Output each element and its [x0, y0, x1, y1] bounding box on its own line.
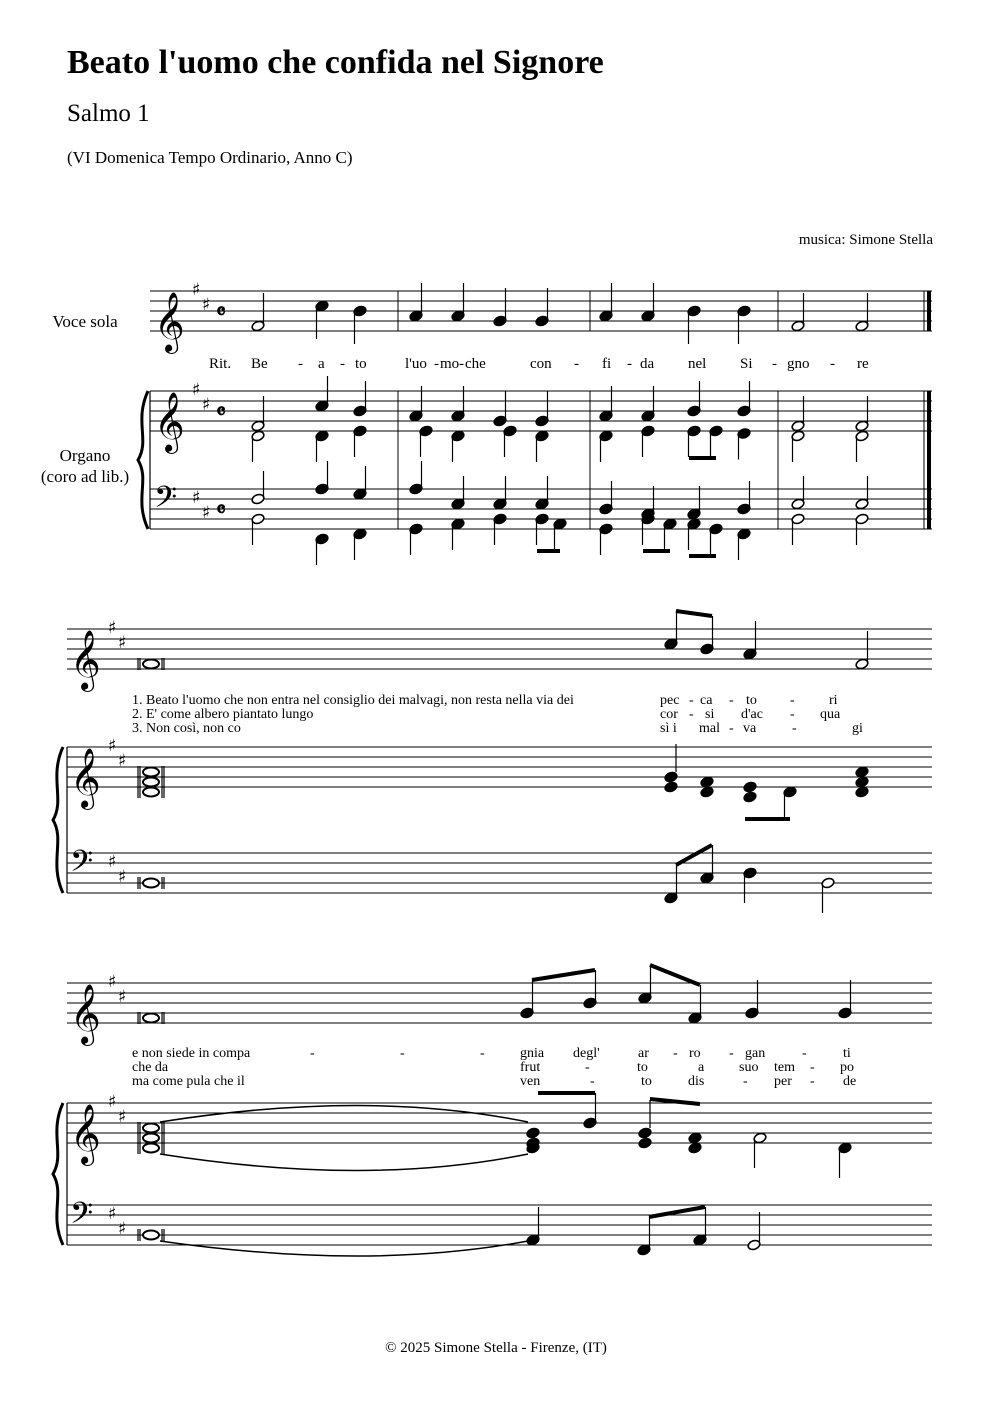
note-head [638, 1137, 652, 1149]
lyric-syllable: ar [638, 1046, 649, 1061]
lyric-hyphen: - [790, 693, 795, 708]
lyric-syllable: to [637, 1060, 648, 1075]
note-head [855, 766, 869, 778]
sharp-sign: ♯ [108, 1092, 117, 1112]
lyric-syllable: d'ac [741, 707, 763, 722]
lyric-syllable: ri [829, 693, 838, 708]
note-beam [532, 970, 595, 980]
verse-3-line: ma come pula che il [132, 1074, 245, 1089]
organ-brace [53, 747, 63, 893]
lyric-hyphen: - [340, 356, 345, 372]
lyric-syllable: ti [843, 1046, 851, 1061]
organ-label-line2: (coro ad lib.) [40, 467, 130, 486]
breve-note [143, 1231, 159, 1240]
note-head [700, 786, 714, 798]
lyric-hyphen: - [574, 356, 579, 372]
lyric-syllable: degl' [573, 1046, 600, 1061]
lyric-syllable: nel [688, 356, 707, 372]
lyric-syllable: gno [787, 356, 810, 372]
lyric-syllable: Si [740, 356, 753, 372]
organ-brace [53, 1103, 63, 1245]
lyric-hyphen: - [743, 1074, 748, 1089]
breve-note [143, 1144, 159, 1153]
lyric-syllable: to [641, 1074, 652, 1089]
lyric-hyphen: - [310, 1046, 315, 1061]
treble-clef: 𝄞 [154, 292, 185, 352]
note-beam [676, 611, 712, 616]
lyric-hyphen: - [792, 721, 797, 736]
breve-note [143, 660, 159, 669]
lyric-syllable: da [640, 356, 655, 372]
lyric-syllable: Be [251, 356, 268, 372]
verse-2-line: 2. E' come albero piantato lungo [132, 707, 314, 722]
note-heads [138, 283, 869, 1256]
verse-lyrics-system-3 [132, 1046, 856, 1089]
lyric-syllable: gan [745, 1046, 766, 1061]
sharp-sign: ♯ [202, 503, 211, 523]
lyric-hyphen: - [810, 1074, 815, 1089]
lyric-syllable: gi [852, 721, 863, 736]
lyric-hyphen: - [590, 1074, 595, 1089]
note-beam [650, 965, 700, 985]
tie [160, 1241, 528, 1256]
verse-3-line: 3. Non così, non co [132, 721, 241, 736]
lyric-syllable: to [746, 693, 757, 708]
note-head [700, 776, 714, 788]
breve-note [143, 1124, 159, 1133]
note-head [688, 1132, 702, 1144]
lyric-syllable: si [705, 707, 715, 722]
sharp-sign: ♯ [108, 972, 117, 992]
lyric-hyphen: - [802, 1046, 807, 1061]
note-head [526, 1127, 540, 1139]
lyric-syllable: Rit. [209, 356, 232, 372]
composer-credit: musica: Simone Stella [798, 232, 933, 248]
common-time: 𝄴 [216, 299, 226, 325]
lyric-syllable: l'uo [405, 356, 427, 372]
sharp-sign: ♯ [108, 736, 117, 756]
sharp-sign: ♯ [118, 867, 127, 887]
sharp-sign: ♯ [202, 295, 211, 315]
lyric-hyphen: - [689, 707, 694, 722]
lyric-syllable: frut [520, 1060, 541, 1075]
note-head [855, 786, 869, 798]
breve-note [143, 788, 159, 797]
lyric-hyphen: - [673, 1046, 678, 1061]
treble-clef: 𝄞 [70, 1104, 101, 1164]
note-head [664, 771, 678, 783]
verse-1-line: 1. Beato l'uomo che non entra nel consiglio dei malvagi, non resta nella via dei [132, 693, 574, 708]
verse-2-line: che da [132, 1060, 169, 1075]
lyric-syllable: de [843, 1074, 857, 1089]
sharp-sign: ♯ [118, 987, 127, 1007]
breve-note [143, 778, 159, 787]
sharp-sign: ♯ [192, 488, 201, 508]
breve-note [143, 879, 159, 888]
lyric-syllable: po [840, 1060, 854, 1075]
note-head [664, 781, 678, 793]
copyright-notice: © 2025 Simone Stella - Firenze, (IT) [385, 1340, 607, 1356]
lyric-hyphen: - [790, 707, 795, 722]
tie [160, 1154, 528, 1171]
breve-note [143, 1014, 159, 1023]
lyric-syllable: mo [440, 356, 460, 372]
lyric-hyphen: - [729, 693, 734, 708]
lyric-syllable: gnia [520, 1046, 545, 1061]
lyric-syllable: fi [602, 356, 612, 372]
lyric-hyphen: - [585, 1060, 590, 1075]
lyric-hyphen: - [480, 1046, 485, 1061]
sharp-sign: ♯ [108, 618, 117, 638]
lyric-hyphen: - [434, 356, 439, 372]
lyric-syllable: a [318, 356, 325, 372]
sharp-sign: ♯ [118, 633, 127, 653]
treble-clef: 𝄞 [70, 984, 101, 1044]
lyric-syllable: per [774, 1074, 792, 1089]
note-head [743, 791, 757, 803]
lyric-syllable: con [530, 356, 552, 372]
lyric-syllable: tem [774, 1060, 795, 1075]
sharp-sign: ♯ [192, 380, 201, 400]
note-head [688, 1142, 702, 1154]
liturgical-occasion: (VI Domenica Tempo Ordinario, Anno C) [67, 148, 353, 167]
lyric-syllable: ro [689, 1046, 701, 1061]
sharp-sign: ♯ [192, 280, 201, 300]
note-head [638, 1127, 652, 1139]
verse-lyrics-system-2 [132, 693, 863, 736]
piece-subtitle: Salmo 1 [67, 100, 150, 127]
note-beam [676, 845, 712, 865]
lyric-syllable: suo [739, 1060, 759, 1075]
common-time: 𝄴 [216, 497, 226, 523]
lyric-hyphen: - [627, 356, 632, 372]
lyric-syllable: ca [700, 693, 713, 708]
lyric-hyphen: - [772, 356, 777, 372]
bass-clef: 𝄢 [70, 845, 94, 886]
sharp-sign: ♯ [108, 852, 117, 872]
organ-label-line1: Organo [59, 446, 111, 465]
lyric-hyphen: - [400, 1046, 405, 1061]
bass-clef: 𝄢 [154, 481, 178, 522]
treble-clef: 𝄞 [70, 748, 101, 808]
organ-brace [138, 391, 148, 529]
tie [160, 1106, 528, 1123]
refrain-lyrics [209, 356, 869, 372]
lyric-syllable: to [355, 356, 367, 372]
instrument-label-voice: Voce sola [52, 312, 118, 331]
sharp-sign: ♯ [118, 1219, 127, 1239]
note-head [743, 781, 757, 793]
lyric-hyphen: - [729, 1046, 734, 1061]
lyric-hyphen: - [689, 693, 694, 708]
common-time: 𝄴 [216, 399, 226, 425]
lyric-syllable: cor [660, 707, 678, 722]
lyric-syllable: qua [820, 707, 841, 722]
lyric-syllable: va [743, 721, 757, 736]
lyric-hyphen: - [298, 356, 303, 372]
lyric-syllable: sì i [660, 721, 677, 736]
verse-1-line: e non siede in compa [132, 1046, 251, 1061]
breve-note [143, 768, 159, 777]
lyric-hyphen: - [729, 721, 734, 736]
sharp-sign: ♯ [118, 751, 127, 771]
lyric-syllable: dis [688, 1074, 705, 1089]
breve-note [143, 1134, 159, 1143]
lyric-syllable: mal [699, 721, 720, 736]
sharp-sign: ♯ [118, 1107, 127, 1127]
bass-clef: 𝄢 [70, 1197, 94, 1238]
sharp-sign: ♯ [108, 1204, 117, 1224]
note-head [855, 776, 869, 788]
sharp-sign: ♯ [202, 395, 211, 415]
lyric-syllable: a [698, 1060, 705, 1075]
lyric-syllable: re [857, 356, 869, 372]
treble-clef: 𝄞 [154, 392, 185, 452]
lyric-hyphen: - [830, 356, 835, 372]
lyric-hyphen: - [459, 356, 464, 372]
lyric-syllable: pec [660, 693, 680, 708]
lyric-syllable: ven [520, 1074, 541, 1089]
piece-title: Beato l'uomo che confida nel Signore [67, 44, 604, 81]
lyric-syllable: che [465, 356, 486, 372]
lyric-hyphen: - [810, 1060, 815, 1075]
treble-clef: 𝄞 [70, 630, 101, 690]
